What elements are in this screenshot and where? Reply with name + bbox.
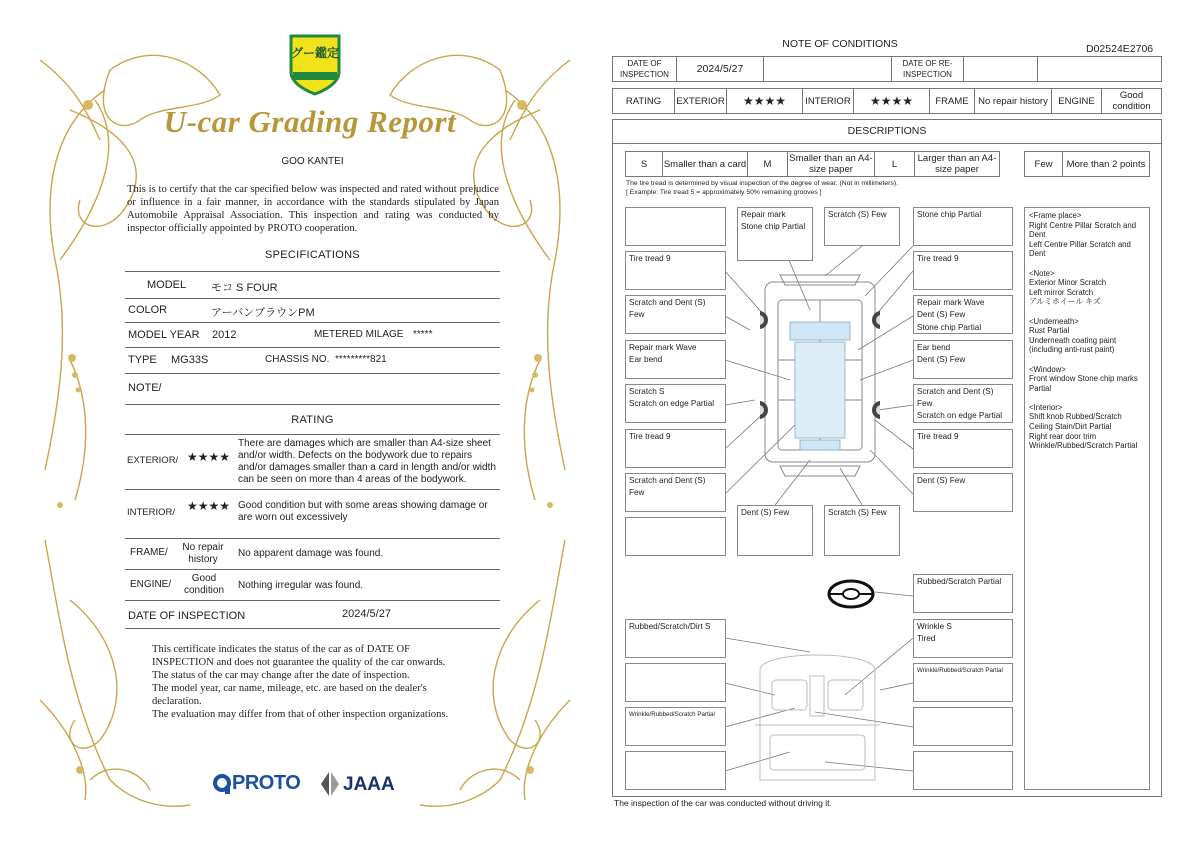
legend-m-text: Smaller than an A4-size paper bbox=[788, 152, 875, 176]
disclaimer-line: The model year, car name, mileage, etc. are based on the dealer's bbox=[152, 683, 427, 694]
note-spacer bbox=[1029, 355, 1145, 365]
disclaimer-line: The status of the car may change after the date of inspection. bbox=[152, 670, 410, 681]
interior-label-box: Rubbed/Scratch Partial bbox=[913, 574, 1013, 613]
interior-label-box: Wrinkle/Rubbed/Scratch Partial bbox=[913, 663, 1013, 702]
exterior-label-box: Repair mark Wave Dent (S) Few Stone chip Partial bbox=[913, 295, 1013, 334]
note-spacer bbox=[1029, 259, 1145, 269]
interior-label-box bbox=[913, 707, 1013, 746]
interior-label-box bbox=[625, 663, 726, 702]
exterior-label-box: Scratch and Dent (S) Few bbox=[625, 295, 726, 334]
exterior-label-box: Dent (S) Few bbox=[913, 473, 1013, 512]
report-subtitle: GOO KANTEI bbox=[281, 156, 344, 167]
note-line: <Frame place> bbox=[1029, 211, 1082, 220]
interior-description: Good condition but with some areas showing damage or are worn out excessively bbox=[238, 500, 488, 523]
note-line: アルミホイール キズ bbox=[1029, 297, 1101, 307]
notes-panel bbox=[1024, 207, 1150, 790]
disclaimer-line: The evaluation may differ from that of other inspection organizations. bbox=[152, 709, 449, 720]
steering-wheel-icon bbox=[826, 578, 876, 610]
engine-label: ENGINE bbox=[1052, 89, 1102, 113]
footer-note: The inspection of the car was conducted without driving it. bbox=[614, 798, 832, 808]
exterior-label: EXTERIOR bbox=[675, 89, 727, 113]
exterior-label-box: Scratch (S) Few bbox=[824, 207, 900, 246]
legend-l-text: Larger than an A4-size paper bbox=[917, 153, 997, 175]
frame-description: No apparent damage was found. bbox=[238, 548, 384, 559]
metered-value: ***** bbox=[413, 329, 433, 340]
exterior-label-box bbox=[625, 517, 726, 556]
disclaimer bbox=[152, 643, 492, 721]
certification-text: This is to certify that the car specified below was inspected and rated without prejudice or influence in a fair manner, in accordance with the standards stipulated by Japan Automobile Appraisal Association. This inspection and rating was conducted by inspector officially appointed by PROTO cooperation. bbox=[127, 184, 499, 234]
car-exterior-diagram bbox=[760, 270, 880, 480]
model-year-row bbox=[125, 322, 500, 348]
note-of-conditions bbox=[610, 0, 1200, 848]
car-interior-diagram bbox=[750, 640, 885, 790]
engine-value: Good condition bbox=[1112, 90, 1151, 112]
report-title: U-car Grading Report bbox=[163, 104, 457, 139]
exterior-label-box bbox=[625, 207, 726, 246]
engine-rating-row bbox=[125, 569, 500, 601]
note-line: Rust Partial bbox=[1029, 326, 1070, 336]
engine-description: Nothing irregular was found. bbox=[238, 580, 364, 591]
exterior-label-box: Tire tread 9 bbox=[625, 251, 726, 290]
model-value: モコ S FOUR bbox=[211, 282, 278, 294]
note-line: Left Centre Pillar Scratch and Dent bbox=[1029, 239, 1131, 259]
document-id: D02524E2706 bbox=[1086, 43, 1154, 55]
note-line: <Window> bbox=[1029, 364, 1066, 374]
exterior-label-box: Tire tread 9 bbox=[913, 251, 1013, 290]
date-of-inspection-value: 2024/5/27 bbox=[677, 57, 764, 81]
jaaa-mark-icon bbox=[319, 771, 341, 797]
exterior-label-box: Stone chip Partial bbox=[913, 207, 1013, 246]
exterior-label-box: Scratch (S) Few bbox=[824, 505, 900, 556]
rating-label: RATING bbox=[613, 89, 675, 113]
disclaimer-line: declaration. bbox=[152, 696, 202, 707]
type-value: MG33S bbox=[171, 354, 209, 366]
interior-label-box bbox=[913, 751, 1013, 790]
legend-few: Few bbox=[1025, 152, 1063, 176]
model-row bbox=[125, 272, 500, 299]
metered-label: METERED MILAGE bbox=[314, 329, 404, 340]
exterior-label-box: Repair mark Stone chip Partial bbox=[737, 207, 813, 261]
doi-label: DATE OF INSPECTION bbox=[128, 610, 246, 622]
exterior-label-box: Repair mark Wave Ear bend bbox=[625, 340, 726, 379]
exterior-label-box: Ear bend Dent (S) Few bbox=[913, 340, 1013, 379]
type-label: TYPE bbox=[128, 354, 157, 366]
note-line: Exterior Minor Scratch bbox=[1029, 278, 1107, 288]
interior-label: INTERIOR/ bbox=[127, 507, 176, 518]
type-row bbox=[125, 347, 500, 374]
logo-text: グー鑑定 bbox=[290, 46, 339, 60]
disclaimer-line: This certificate indicates the status of the car as of DATE OF bbox=[152, 644, 410, 655]
interior-label-box: Rubbed/Scratch/Dirt S bbox=[625, 619, 726, 658]
conditions-title: NOTE OF CONDITIONS bbox=[782, 38, 898, 50]
legend-s: S bbox=[626, 152, 663, 176]
descriptions-heading: DESCRIPTIONS bbox=[612, 119, 1162, 144]
note-line: Right Centre Pillar Scratch and Dent bbox=[1029, 220, 1137, 240]
color-row bbox=[125, 298, 500, 323]
exterior-label-box: Tire tread 9 bbox=[625, 429, 726, 468]
color-label: COLOR bbox=[128, 304, 168, 316]
tread-note: The tire tread is determined by visual inspection of the degree of wear. (Not in millimeters). bbox=[626, 180, 898, 187]
exterior-stars: ★★★★ bbox=[187, 450, 231, 464]
specifications-heading: SPECIFICATIONS bbox=[264, 249, 361, 261]
note-line: Front window Stone chip marks Partial bbox=[1029, 374, 1138, 393]
note-line: Shift knob Rubbed/Scratch bbox=[1029, 412, 1122, 422]
exterior-label-box: Scratch S Scratch on edge Partial bbox=[625, 384, 726, 423]
note-line: <Note> bbox=[1029, 268, 1055, 278]
legend-l: L bbox=[875, 152, 915, 176]
interior-rating-row bbox=[125, 489, 500, 539]
rating-heading: RATING bbox=[291, 414, 334, 426]
engine-value: Good condition bbox=[183, 573, 225, 596]
proto-text: PROTO bbox=[232, 772, 301, 794]
tread-example: [ Example: Tire tread 5 = approximately 50% remaining grooves ] bbox=[626, 189, 822, 196]
frame-label: FRAME/ bbox=[130, 547, 168, 558]
legend-few-text: More than 2 points bbox=[1066, 158, 1146, 170]
exterior-stars: ★★★★ bbox=[727, 89, 803, 113]
frame-label: FRAME bbox=[930, 89, 975, 113]
proto-mark-icon bbox=[212, 773, 232, 795]
exterior-label-box: Dent (S) Few bbox=[737, 505, 813, 556]
doi-value: 2024/5/27 bbox=[342, 608, 391, 620]
color-value: アーバンブラウンPM bbox=[211, 307, 315, 319]
interior-label-box: Wrinkle/Rubbed/Scratch Partial bbox=[625, 707, 726, 746]
exterior-label-box: Tire tread 9 bbox=[913, 429, 1013, 468]
legend-m: M bbox=[748, 152, 788, 176]
exterior-label: EXTERIOR/ bbox=[127, 455, 179, 466]
exterior-rating-row bbox=[125, 435, 500, 490]
frame-value: No repair history bbox=[975, 89, 1052, 113]
disclaimer-line: INSPECTION and does not guarantee the quality of the car onwards. bbox=[152, 657, 446, 668]
frame-rating-row bbox=[125, 538, 500, 570]
note-line: <Underneath> bbox=[1029, 316, 1079, 326]
interior-label-box bbox=[625, 751, 726, 790]
model-year-label: MODEL YEAR bbox=[128, 329, 200, 341]
legend-s-text: Smaller than a card bbox=[663, 152, 748, 176]
chassis-label: CHASSIS NO. bbox=[265, 354, 330, 365]
jaaa-text: JAAA bbox=[343, 774, 395, 795]
note-line: Right rear door trim Wrinkle/Rubbed/Scratch Partial bbox=[1029, 431, 1138, 451]
model-label: MODEL bbox=[147, 279, 187, 291]
interior-label-box: Wrinkle S Tired bbox=[913, 619, 1013, 658]
note-spacer bbox=[1029, 393, 1145, 403]
date-of-inspection-row bbox=[125, 600, 500, 629]
model-year-value: 2012 bbox=[212, 329, 237, 341]
interior-label: INTERIOR bbox=[803, 89, 854, 113]
note-row bbox=[125, 373, 500, 405]
note-line: Ceiling Stain/Dirt Partial bbox=[1029, 422, 1112, 432]
note-label: NOTE/ bbox=[128, 382, 162, 394]
engine-label: ENGINE/ bbox=[130, 579, 172, 590]
exterior-description: There are damages which are smaller than A4-size sheet and/or width. Defects on the bodywork due to repairs and/or damages smaller than a card in length and/or width can be seen on more than 4 areas of the bodywork. bbox=[238, 438, 496, 485]
note-line: Underneath coating paint (including anti-rust paint) bbox=[1029, 335, 1117, 355]
exterior-label-box: Scratch and Dent (S) Few bbox=[625, 473, 726, 512]
goo-kantei-logo bbox=[287, 32, 343, 96]
note-spacer bbox=[1029, 307, 1145, 317]
date-of-reinspection-label: DATE OF RE-INSPECTION bbox=[892, 57, 964, 81]
interior-stars: ★★★★ bbox=[854, 89, 930, 113]
exterior-label-box: Scratch and Dent (S) Few Scratch on edge Partial bbox=[913, 384, 1013, 423]
note-line: <Interior> bbox=[1029, 402, 1063, 412]
date-of-inspection-label: DATE OF INSPECTION bbox=[613, 57, 677, 81]
frame-value: No repair history bbox=[182, 542, 224, 565]
interior-stars: ★★★★ bbox=[187, 499, 231, 513]
note-line: Left mirror Scratch bbox=[1029, 287, 1094, 297]
chassis-value: *********821 bbox=[335, 354, 387, 365]
